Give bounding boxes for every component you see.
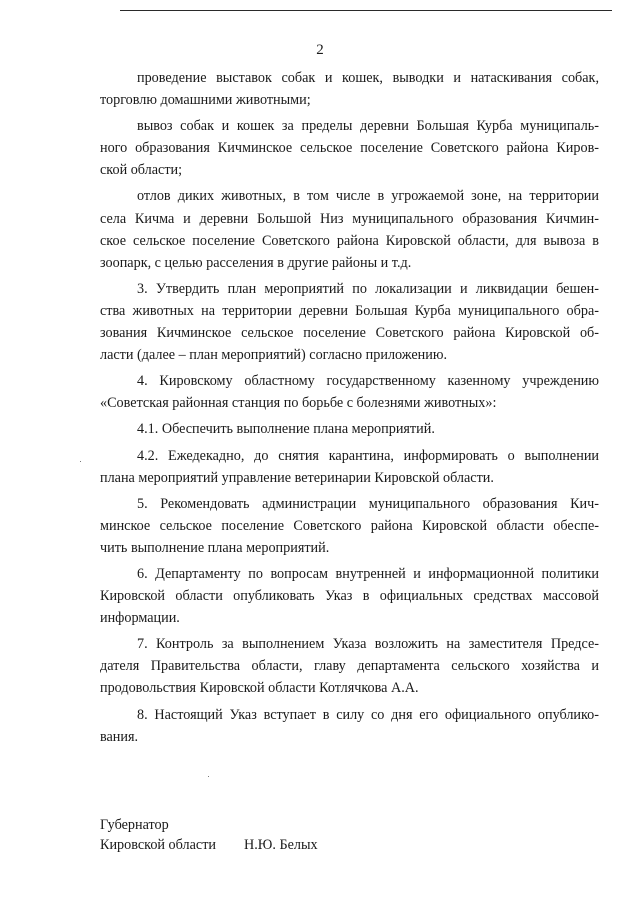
signature-block (100, 815, 318, 855)
paragraph (100, 67, 599, 111)
text-line: вывоз собак и кошек за пределы деревни Большая Курба муниципаль- (137, 118, 599, 135)
scan-edge-line (120, 10, 612, 11)
text-line: 5. Рекомендовать администрации муниципального образования Кич- (137, 495, 599, 512)
text-line: плана мероприятий управление ветеринарии Кировской области. (100, 469, 494, 486)
text-line: зоопарк, с целью расселения в другие районы и т.д. (100, 254, 412, 271)
text-line: 4.2. Ежедекадно, до снятия карантина, информировать о выполнении (137, 447, 599, 464)
scan-speck (208, 776, 209, 777)
text-line: проведение выставок собак и кошек, выводки и натаскивания собак, (137, 70, 599, 86)
signatory-region-line (100, 835, 318, 855)
text-line: «Советская районная станция по борьбе с болезнями животных»: (100, 395, 497, 412)
scan-speck (80, 461, 81, 462)
text-line: ного образования Кичминское сельское поселение Советского района Киров- (100, 140, 599, 157)
text-line: ласти (далее – план мероприятий) согласно приложению. (100, 347, 448, 364)
text-line: 3. Утвердить план мероприятий по локализации и ликвидации бешен- (137, 280, 599, 297)
text-line: ской области; (100, 162, 183, 179)
paragraph (100, 704, 599, 748)
text-line: ства животных на территории деревни Большая Курба муниципального обра- (100, 302, 599, 319)
text-line: 4. Кировскому областному государственному казенному учреждению (137, 373, 599, 390)
signatory-title: Губернатор (100, 817, 169, 833)
text-line: торговлю домашними животными; (100, 92, 311, 109)
text-line: села Кичма и деревни Большой Низ муниципального образования Кичмин- (100, 210, 599, 227)
paragraph (100, 493, 599, 559)
signatory-region: Кировской области (100, 837, 216, 853)
text-line: Кировской области опубликовать Указ в официальных средствах массовой (100, 588, 599, 605)
signatory-name: Н.Ю. Белых (244, 837, 318, 853)
paragraph (100, 278, 599, 366)
document-body (100, 67, 599, 748)
text-line: 6. Департаменту по вопросам внутренней и информационной политики (137, 565, 599, 582)
text-line: зования Кичминское сельское поселение Советского района Кировской об- (100, 325, 599, 342)
text-line: чить выполнение плана мероприятий. (100, 539, 330, 556)
text-line: отлов диких животных, в том числе в угрожаемой зоне, на территории (137, 188, 599, 205)
paragraph (100, 370, 599, 414)
text-line: 4.1. Обеспечить выполнение плана мероприятий. (137, 421, 435, 438)
text-line: дателя Правительства области, главу департамента сельского хозяйства и (100, 658, 599, 675)
paragraph (100, 445, 599, 489)
text-line: ское сельское поселение Советского района Кировской области, для вывоза в (100, 232, 599, 249)
text-line: 8. Настоящий Указ вступает в силу со дня его официального опублико- (137, 706, 599, 723)
text-line: вания. (100, 728, 139, 745)
paragraph (100, 563, 599, 629)
paragraph (100, 418, 599, 440)
text-line: продовольствия Кировской области Котлячкова А.А. (100, 680, 419, 697)
text-line: информации. (100, 610, 180, 627)
page-number: 2 (316, 42, 324, 58)
paragraph (100, 115, 599, 181)
text-line: 7. Контроль за выполнением Указа возложить на заместителя Предсе- (137, 636, 599, 653)
paragraph (100, 633, 599, 699)
text-line: минское сельское поселение Советского района Кировской области обеспе- (100, 517, 599, 534)
paragraph (100, 185, 599, 273)
